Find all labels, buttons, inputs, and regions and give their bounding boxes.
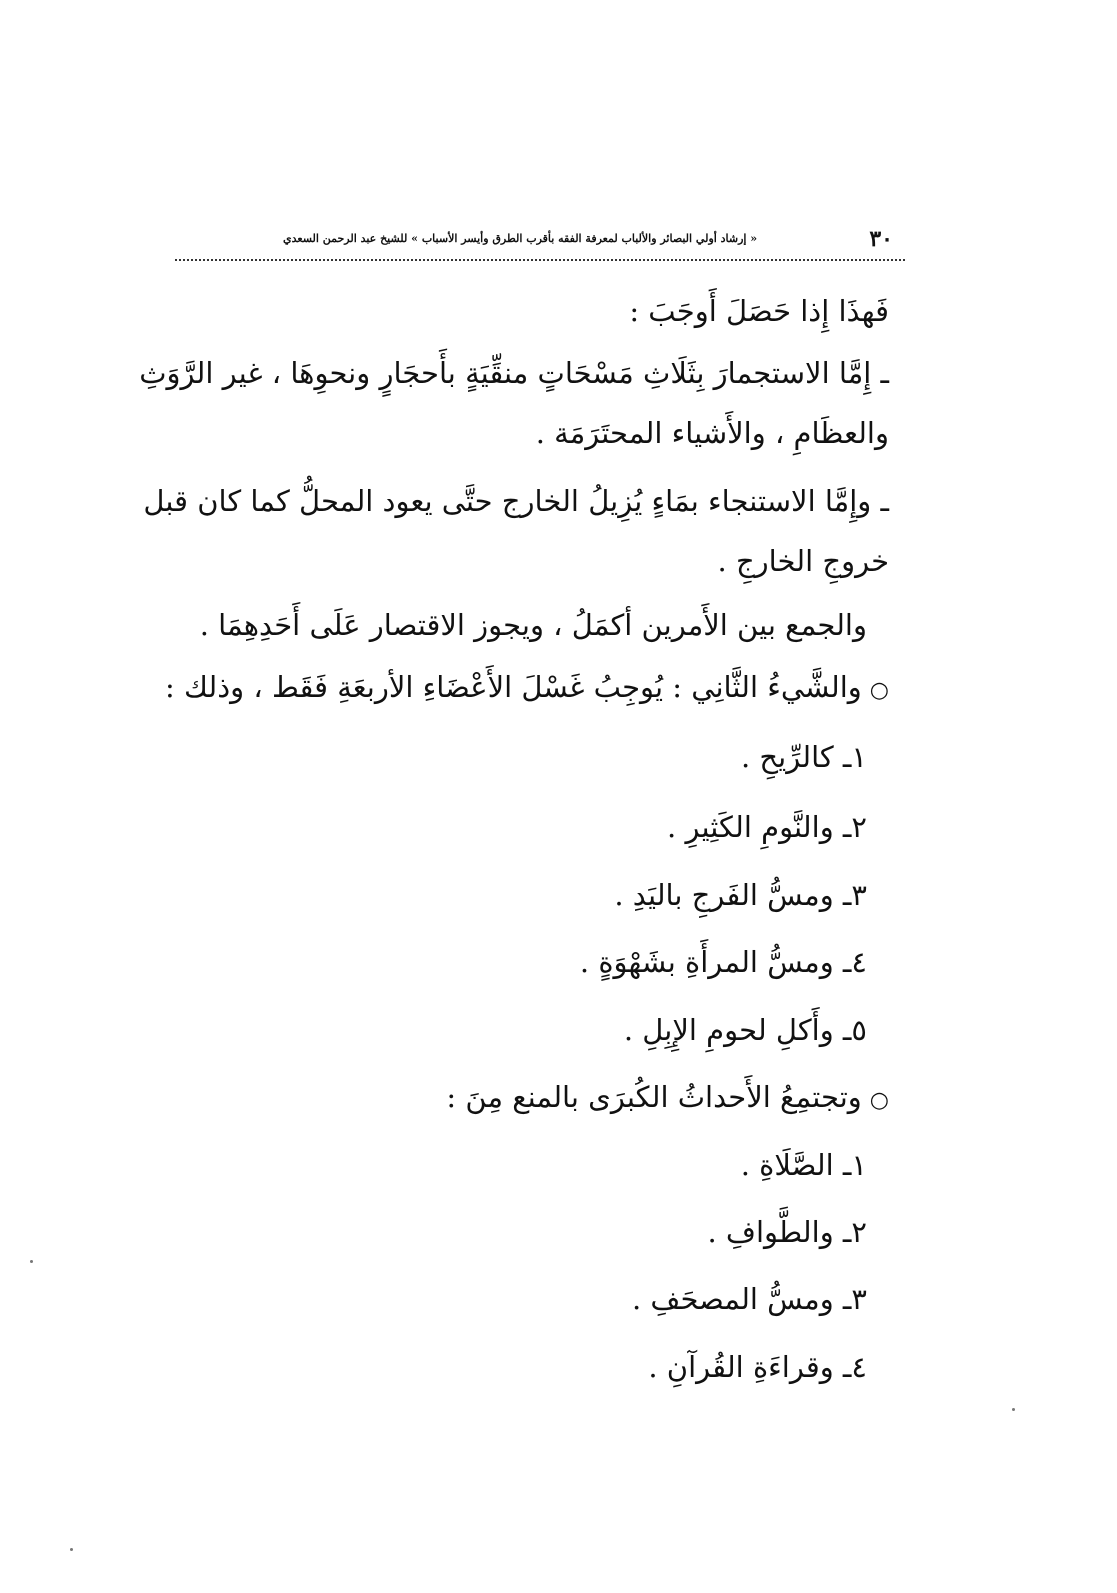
list-item: ١ـ الصَّلَاةِ . (740, 1148, 867, 1182)
istinja-line-2: خروجِ الخارجِ . (717, 544, 889, 578)
circle-bullet-icon: ○ (869, 678, 889, 703)
circle-bullet-icon: ○ (869, 1088, 889, 1113)
istijmar-line-2: والعظَامِ ، والأَشياء المحتَرَمَة . (535, 416, 889, 450)
list-item: ٢ـ والطَّوافِ . (707, 1215, 867, 1249)
list-item: ٥ـ وأَكلِ لحومِ الإِبِلِ . (623, 1013, 867, 1047)
running-title: « إرشاد أولي البصائر والألباب لمعرفة الفقه بأقرب الطرق وأيسر الأسباب » للشيخ عبد الرحمن السعدي (283, 232, 758, 245)
intro-line: فَهذَا إِذا حَصَلَ أَوجَبَ : (629, 294, 889, 328)
major-intro-heading (446, 1082, 889, 1114)
list-item: ٣ـ ومسُّ الفَرجِ باليَدِ . (614, 878, 867, 912)
header-divider (175, 259, 905, 261)
list-item: ٣ـ ومسُّ المصحَفِ . (631, 1282, 867, 1316)
istijmar-line-1: ـ إِمَّا الاستجمارَ بِثَلَاثِ مَسْحَاتٍ منقِّيَةٍ بأَحجَارٍ ونحوِهَا ، غير الرَّوَثِ (139, 356, 889, 390)
combine-line: والجمع بين الأَمرين أكمَلُ ، ويجوز الاقتصار عَلَى أَحَدِهِمَا . (199, 608, 867, 642)
page-number: ٣٠ (869, 226, 893, 252)
scan-speck (70, 1548, 73, 1551)
second-thing-text: والشَّيءُ الثَّانِي : يُوجِبُ غَسْلَ الأَعْضَاءِ الأربعَةِ فَقَط ، وذلك : (164, 670, 862, 704)
major-intro-text: وتجتمِعُ الأَحداثُ الكُبرَى بالمنع مِنَ : (446, 1080, 862, 1114)
list-item: ٢ـ والنَّومِ الكَثِيرِ . (667, 810, 867, 844)
scan-speck (1012, 1408, 1015, 1411)
page-header (175, 226, 905, 260)
list-item: ٤ـ وقراءَةِ القُرآنِ . (648, 1350, 867, 1384)
scan-speck (30, 1260, 33, 1263)
istinja-line-1: ـ وإِمَّا الاستنجاء بمَاءٍ يُزِيلُ الخارج حتَّى يعود المحلُّ كما كان قبل (143, 484, 889, 518)
second-thing-heading (165, 672, 889, 704)
list-item: ١ـ كالرِّيحِ . (741, 740, 867, 774)
list-item: ٤ـ ومسُّ المرأَةِ بشَهْوَةٍ . (579, 945, 867, 979)
